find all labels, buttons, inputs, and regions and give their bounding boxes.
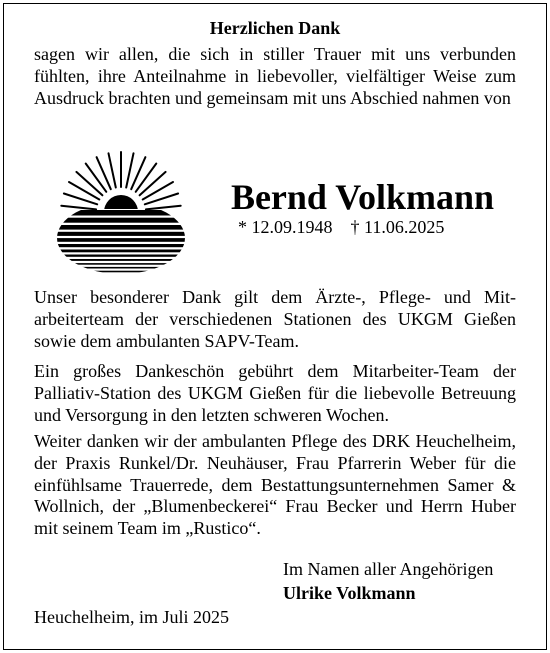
water-stripe: [54, 244, 188, 247]
water-stripe: [54, 238, 188, 242]
sun-ray: [131, 157, 145, 189]
water-stripe: [54, 259, 188, 261]
water-stripe: [54, 232, 188, 236]
sun-ray: [146, 206, 181, 210]
water-stripe: [54, 275, 188, 276]
sun-ray: [109, 153, 116, 187]
death-date: † 11.06.2025: [350, 217, 445, 237]
water-stripe: [54, 210, 188, 216]
place-and-date: Heuchelheim, im Juli 2025: [34, 607, 229, 627]
water-stripe: [54, 267, 188, 269]
intro-text: sagen wir allen, die sich in stiller Trauer mit uns verbunden fühlten, ihre Anteilnahme in liebevoller, vielfältiger Weise zum Ausdruck brachten und gemeinsam mit uns Abschied nahmen von: [34, 44, 516, 108]
water-stripe: [54, 271, 188, 273]
deceased-name: Bernd Volkmann: [230, 177, 495, 217]
notice-heading: Herzlichen Dank: [209, 18, 341, 38]
signer-name: Ulrike Volkmann: [283, 583, 416, 603]
water-stripe: [54, 255, 188, 257]
sun-ray: [97, 157, 111, 189]
life-dates: [238, 217, 444, 238]
water-stripe: [54, 250, 188, 253]
sun-ray: [136, 164, 157, 192]
thanks-paragraph-1: Unser besonderer Dank gilt dem Ärzte-, Pflege- und Mitarbeiterteam der verschiedenen Stationen des UKGM Gießen sowie dem ambulanten SAPV-Team.: [34, 287, 516, 351]
water-stripe: [54, 218, 188, 223]
closing-signature: [283, 557, 493, 605]
water-stripe: [54, 225, 188, 230]
water-stripe: [54, 263, 188, 265]
sun-ray: [61, 206, 96, 210]
sunset-over-water-icon: [54, 150, 188, 275]
sun-ray: [76, 172, 102, 195]
sun-ray: [126, 153, 133, 187]
sun-ray: [86, 164, 107, 192]
closing-line: Im Namen aller Angehörigen: [283, 559, 494, 579]
thanks-paragraph-2: Ein großes Dankeschön gebührt dem Mitarbeiter-Team der Palliativ-Station des UKGM Gießen für die liebevolle Betreuung und Versorgung in den letzten schweren Wochen.: [34, 361, 516, 425]
sun-ray: [140, 172, 166, 195]
birth-date: * 12.09.1948: [238, 217, 333, 237]
thanks-paragraph-3: Weiter danken wir der ambulanten Pflege des DRK Heuchelheim, der Praxis Runkel/Dr. Neuhäuser, Frau Pfarrerin Weber für die einfühlsame Trauerrede, dem Bestattungsunternehmen Samer & Wollnich, der „Blumenbeckerei“ Frau Becker und Herrn Huber mit seinem Team im „Rustico“.: [34, 431, 516, 539]
